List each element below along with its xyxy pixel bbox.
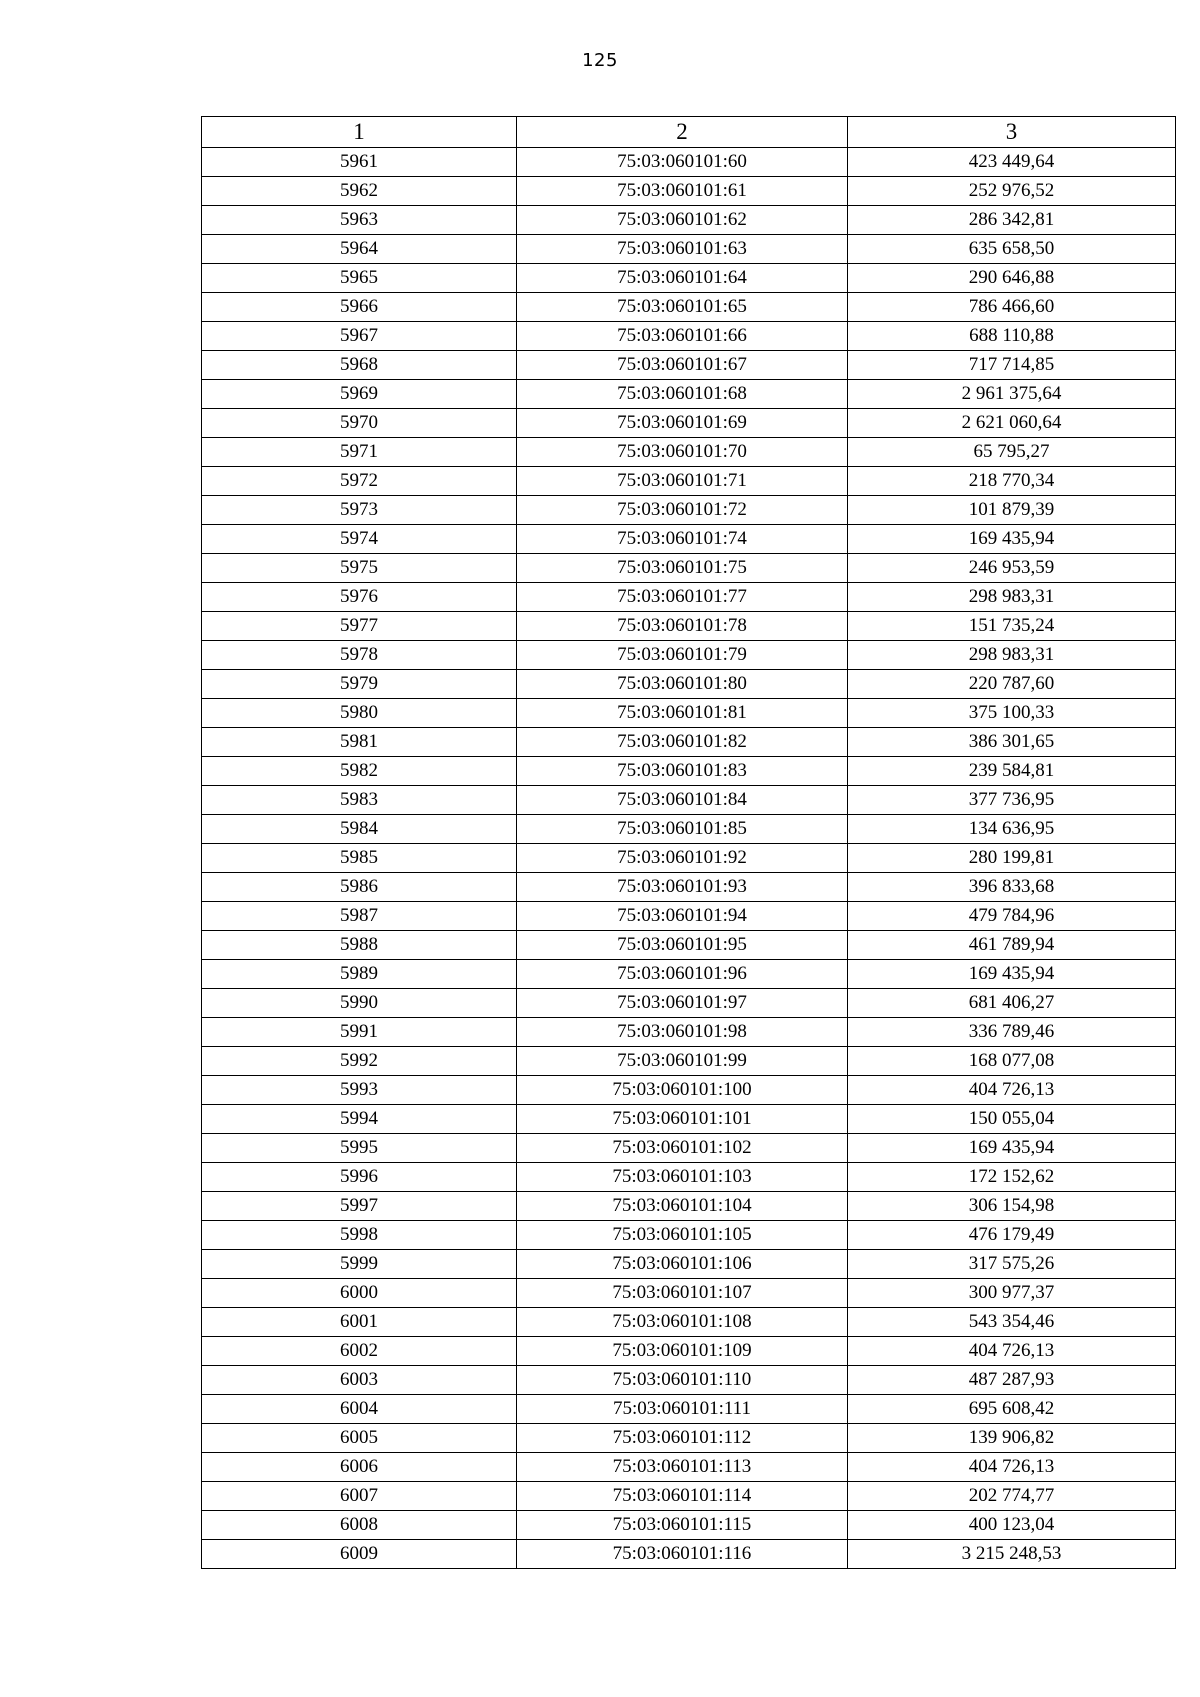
row-number-cell: 5989	[202, 960, 517, 989]
cadastral-number-cell: 75:03:060101:97	[517, 989, 848, 1018]
value-cell: 423 449,64	[848, 148, 1176, 177]
value-cell: 169 435,94	[848, 525, 1176, 554]
cadastral-number-cell: 75:03:060101:98	[517, 1018, 848, 1047]
table-row	[202, 1279, 1176, 1308]
cadastral-number-cell: 75:03:060101:77	[517, 583, 848, 612]
table-body	[202, 148, 1176, 1569]
header-row	[202, 117, 1176, 148]
table-row	[202, 1134, 1176, 1163]
row-number-cell: 5962	[202, 177, 517, 206]
table-row	[202, 1221, 1176, 1250]
row-number-cell: 5967	[202, 322, 517, 351]
cadastral-number-cell: 75:03:060101:105	[517, 1221, 848, 1250]
cadastral-number-cell: 75:03:060101:70	[517, 438, 848, 467]
cadastral-number-cell: 75:03:060101:111	[517, 1395, 848, 1424]
value-cell: 461 789,94	[848, 931, 1176, 960]
row-number-cell: 5983	[202, 786, 517, 815]
value-cell: 404 726,13	[848, 1076, 1176, 1105]
value-cell: 139 906,82	[848, 1424, 1176, 1453]
table-row	[202, 351, 1176, 380]
table-row	[202, 757, 1176, 786]
cadastral-number-cell: 75:03:060101:115	[517, 1511, 848, 1540]
value-cell: 246 953,59	[848, 554, 1176, 583]
cadastral-number-cell: 75:03:060101:108	[517, 1308, 848, 1337]
row-number-cell: 5977	[202, 612, 517, 641]
row-number-cell: 6002	[202, 1337, 517, 1366]
cadastral-number-cell: 75:03:060101:113	[517, 1453, 848, 1482]
row-number-cell: 5994	[202, 1105, 517, 1134]
value-cell: 786 466,60	[848, 293, 1176, 322]
cadastral-number-cell: 75:03:060101:64	[517, 264, 848, 293]
value-cell: 306 154,98	[848, 1192, 1176, 1221]
row-number-cell: 5968	[202, 351, 517, 380]
value-cell: 377 736,95	[848, 786, 1176, 815]
row-number-cell: 5986	[202, 873, 517, 902]
row-number-cell: 5966	[202, 293, 517, 322]
cadastral-number-cell: 75:03:060101:106	[517, 1250, 848, 1279]
row-number-cell: 5996	[202, 1163, 517, 1192]
value-cell: 202 774,77	[848, 1482, 1176, 1511]
column-header-3: 3	[848, 117, 1176, 148]
table-row	[202, 1511, 1176, 1540]
cadastral-number-cell: 75:03:060101:93	[517, 873, 848, 902]
cadastral-number-cell: 75:03:060101:100	[517, 1076, 848, 1105]
column-header-1: 1	[202, 117, 517, 148]
cadastral-number-cell: 75:03:060101:116	[517, 1540, 848, 1569]
value-cell: 150 055,04	[848, 1105, 1176, 1134]
row-number-cell: 6006	[202, 1453, 517, 1482]
row-number-cell: 5979	[202, 670, 517, 699]
value-cell: 635 658,50	[848, 235, 1176, 264]
cadastral-number-cell: 75:03:060101:60	[517, 148, 848, 177]
cadastral-number-cell: 75:03:060101:61	[517, 177, 848, 206]
row-number-cell: 5973	[202, 496, 517, 525]
value-cell: 404 726,13	[848, 1337, 1176, 1366]
row-number-cell: 5988	[202, 931, 517, 960]
value-cell: 479 784,96	[848, 902, 1176, 931]
table-row	[202, 322, 1176, 351]
value-cell: 400 123,04	[848, 1511, 1176, 1540]
cadastral-number-cell: 75:03:060101:102	[517, 1134, 848, 1163]
table-row	[202, 1366, 1176, 1395]
cadastral-number-cell: 75:03:060101:96	[517, 960, 848, 989]
cadastral-number-cell: 75:03:060101:114	[517, 1482, 848, 1511]
cadastral-number-cell: 75:03:060101:101	[517, 1105, 848, 1134]
value-cell: 543 354,46	[848, 1308, 1176, 1337]
cadastral-number-cell: 75:03:060101:84	[517, 786, 848, 815]
table-row	[202, 1018, 1176, 1047]
value-cell: 218 770,34	[848, 467, 1176, 496]
cadastral-number-cell: 75:03:060101:110	[517, 1366, 848, 1395]
row-number-cell: 5970	[202, 409, 517, 438]
value-cell: 3 215 248,53	[848, 1540, 1176, 1569]
row-number-cell: 5969	[202, 380, 517, 409]
value-cell: 717 714,85	[848, 351, 1176, 380]
table-row	[202, 264, 1176, 293]
cadastral-number-cell: 75:03:060101:82	[517, 728, 848, 757]
cadastral-number-cell: 75:03:060101:95	[517, 931, 848, 960]
table-row	[202, 1105, 1176, 1134]
value-cell: 695 608,42	[848, 1395, 1176, 1424]
value-cell: 375 100,33	[848, 699, 1176, 728]
value-cell: 172 152,62	[848, 1163, 1176, 1192]
row-number-cell: 5987	[202, 902, 517, 931]
row-number-cell: 5972	[202, 467, 517, 496]
row-number-cell: 6004	[202, 1395, 517, 1424]
table-row	[202, 699, 1176, 728]
cadastral-number-cell: 75:03:060101:79	[517, 641, 848, 670]
cadastral-number-cell: 75:03:060101:63	[517, 235, 848, 264]
table-row	[202, 612, 1176, 641]
table-row	[202, 728, 1176, 757]
cadastral-number-cell: 75:03:060101:107	[517, 1279, 848, 1308]
value-cell: 169 435,94	[848, 960, 1176, 989]
table-row	[202, 467, 1176, 496]
table-row	[202, 1453, 1176, 1482]
row-number-cell: 5990	[202, 989, 517, 1018]
table-row	[202, 1540, 1176, 1569]
table-row	[202, 641, 1176, 670]
cadastral-number-cell: 75:03:060101:69	[517, 409, 848, 438]
row-number-cell: 5980	[202, 699, 517, 728]
table-row	[202, 670, 1176, 699]
cadastral-number-cell: 75:03:060101:78	[517, 612, 848, 641]
value-cell: 298 983,31	[848, 583, 1176, 612]
table-row	[202, 960, 1176, 989]
table-row	[202, 206, 1176, 235]
cadastral-number-cell: 75:03:060101:71	[517, 467, 848, 496]
cadastral-number-cell: 75:03:060101:72	[517, 496, 848, 525]
table-row	[202, 1076, 1176, 1105]
table-row	[202, 786, 1176, 815]
cadastral-number-cell: 75:03:060101:67	[517, 351, 848, 380]
row-number-cell: 6007	[202, 1482, 517, 1511]
row-number-cell: 6000	[202, 1279, 517, 1308]
row-number-cell: 5961	[202, 148, 517, 177]
row-number-cell: 5963	[202, 206, 517, 235]
table-row	[202, 902, 1176, 931]
row-number-cell: 6003	[202, 1366, 517, 1395]
row-number-cell: 5965	[202, 264, 517, 293]
table-row	[202, 1482, 1176, 1511]
column-header-2: 2	[517, 117, 848, 148]
cadastral-number-cell: 75:03:060101:99	[517, 1047, 848, 1076]
table-row	[202, 148, 1176, 177]
value-cell: 280 199,81	[848, 844, 1176, 873]
value-cell: 252 976,52	[848, 177, 1176, 206]
table-row	[202, 177, 1176, 206]
value-cell: 386 301,65	[848, 728, 1176, 757]
table-row	[202, 380, 1176, 409]
cadastral-number-cell: 75:03:060101:103	[517, 1163, 848, 1192]
value-cell: 220 787,60	[848, 670, 1176, 699]
table-row	[202, 583, 1176, 612]
cadastral-number-cell: 75:03:060101:68	[517, 380, 848, 409]
value-cell: 286 342,81	[848, 206, 1176, 235]
row-number-cell: 5975	[202, 554, 517, 583]
cadastral-number-cell: 75:03:060101:112	[517, 1424, 848, 1453]
table-row	[202, 1250, 1176, 1279]
row-number-cell: 5991	[202, 1018, 517, 1047]
table-row	[202, 293, 1176, 322]
row-number-cell: 5976	[202, 583, 517, 612]
cadastral-number-cell: 75:03:060101:85	[517, 815, 848, 844]
value-cell: 404 726,13	[848, 1453, 1176, 1482]
value-cell: 688 110,88	[848, 322, 1176, 351]
row-number-cell: 5984	[202, 815, 517, 844]
row-number-cell: 5978	[202, 641, 517, 670]
value-cell: 298 983,31	[848, 641, 1176, 670]
row-number-cell: 5993	[202, 1076, 517, 1105]
value-cell: 168 077,08	[848, 1047, 1176, 1076]
table-row	[202, 525, 1176, 554]
cadastral-number-cell: 75:03:060101:62	[517, 206, 848, 235]
table-row	[202, 1308, 1176, 1337]
row-number-cell: 5982	[202, 757, 517, 786]
cadastral-number-cell: 75:03:060101:81	[517, 699, 848, 728]
value-cell: 681 406,27	[848, 989, 1176, 1018]
row-number-cell: 6009	[202, 1540, 517, 1569]
cadastral-number-cell: 75:03:060101:65	[517, 293, 848, 322]
cadastral-number-cell: 75:03:060101:80	[517, 670, 848, 699]
table-header	[202, 117, 1176, 148]
value-cell: 396 833,68	[848, 873, 1176, 902]
page-number: 125	[582, 50, 618, 71]
row-number-cell: 5974	[202, 525, 517, 554]
row-number-cell: 5981	[202, 728, 517, 757]
table-row	[202, 931, 1176, 960]
table-row	[202, 554, 1176, 583]
row-number-cell: 5999	[202, 1250, 517, 1279]
row-number-cell: 6001	[202, 1308, 517, 1337]
table-row	[202, 815, 1176, 844]
data-table	[201, 116, 1176, 1569]
table-row	[202, 1047, 1176, 1076]
cadastral-number-cell: 75:03:060101:109	[517, 1337, 848, 1366]
cadastral-number-cell: 75:03:060101:75	[517, 554, 848, 583]
row-number-cell: 6008	[202, 1511, 517, 1540]
row-number-cell: 5971	[202, 438, 517, 467]
row-number-cell: 5964	[202, 235, 517, 264]
row-number-cell: 5992	[202, 1047, 517, 1076]
table-row	[202, 1395, 1176, 1424]
value-cell: 317 575,26	[848, 1250, 1176, 1279]
cadastral-number-cell: 75:03:060101:66	[517, 322, 848, 351]
cadastral-number-cell: 75:03:060101:74	[517, 525, 848, 554]
table-row	[202, 409, 1176, 438]
value-cell: 101 879,39	[848, 496, 1176, 525]
value-cell: 134 636,95	[848, 815, 1176, 844]
row-number-cell: 5998	[202, 1221, 517, 1250]
table-row	[202, 1192, 1176, 1221]
row-number-cell: 6005	[202, 1424, 517, 1453]
value-cell: 476 179,49	[848, 1221, 1176, 1250]
table-row	[202, 235, 1176, 264]
value-cell: 169 435,94	[848, 1134, 1176, 1163]
cadastral-number-cell: 75:03:060101:94	[517, 902, 848, 931]
cadastral-number-cell: 75:03:060101:92	[517, 844, 848, 873]
cadastral-number-cell: 75:03:060101:83	[517, 757, 848, 786]
table-row	[202, 496, 1176, 525]
table-row	[202, 844, 1176, 873]
table-row	[202, 989, 1176, 1018]
value-cell: 487 287,93	[848, 1366, 1176, 1395]
row-number-cell: 5985	[202, 844, 517, 873]
table-row	[202, 1424, 1176, 1453]
table-row	[202, 873, 1176, 902]
value-cell: 151 735,24	[848, 612, 1176, 641]
value-cell: 2 961 375,64	[848, 380, 1176, 409]
table-row	[202, 1337, 1176, 1366]
table-row	[202, 1163, 1176, 1192]
value-cell: 239 584,81	[848, 757, 1176, 786]
value-cell: 290 646,88	[848, 264, 1176, 293]
value-cell: 336 789,46	[848, 1018, 1176, 1047]
value-cell: 65 795,27	[848, 438, 1176, 467]
value-cell: 300 977,37	[848, 1279, 1176, 1308]
row-number-cell: 5995	[202, 1134, 517, 1163]
cadastral-number-cell: 75:03:060101:104	[517, 1192, 848, 1221]
row-number-cell: 5997	[202, 1192, 517, 1221]
table-row	[202, 438, 1176, 467]
value-cell: 2 621 060,64	[848, 409, 1176, 438]
